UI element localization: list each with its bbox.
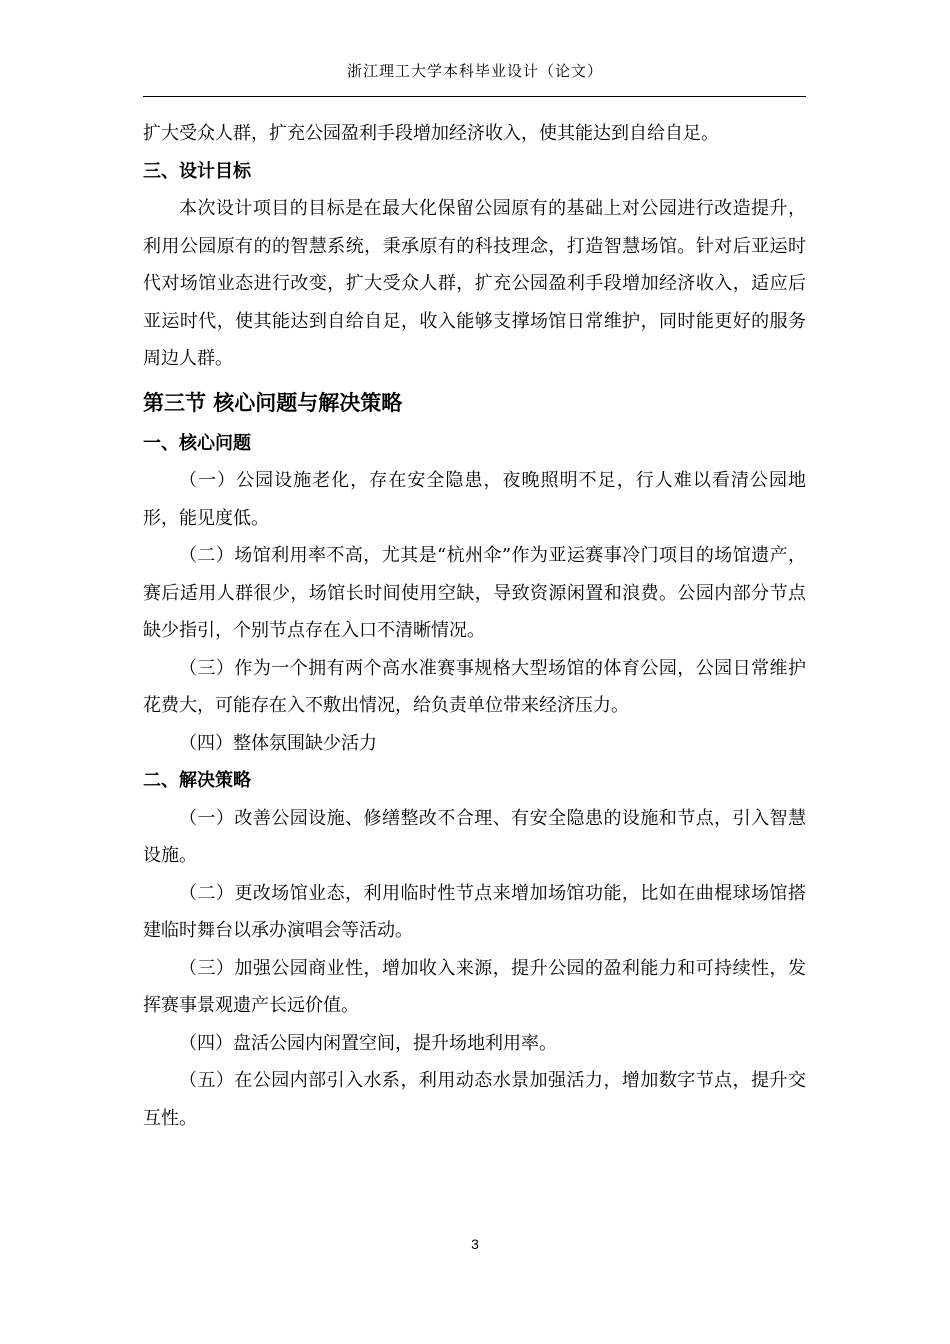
strategy-item: （三）加强公园商业性，增加收入来源，提升公园的盈利能力和可持续性，发挥赛事景观遗产长远价值。 (143, 957, 806, 1016)
core-problem-item: （二）场馆利用率不高，尤其是“杭州伞”作为亚运赛事冷门项目的场馆遗产，赛后适用人群很少，场馆长时间使用空缺，导致资源闲置和浪费。公园内部分节点缺少指引，个别节点存在入口不清晰情况。 (143, 545, 806, 641)
strategy-item: （一）改善公园设施、修缮整改不合理、有安全隐患的设施和节点，引入智慧设施。 (143, 807, 806, 866)
subheading-strategies: 二、解决策略 (143, 770, 251, 791)
paragraph-continuation: 扩大受众人群，扩充公园盈利手段增加经济收入，使其能达到自给自足。 (143, 123, 719, 144)
core-problem-item: （一）公园设施老化，存在安全隐患，夜晚照明不足，行人难以看清公园地形，能见度低。 (143, 470, 806, 529)
running-header: 浙江理工大学本科毕业设计（论文） (346, 62, 603, 80)
document-body (143, 115, 806, 1137)
subheading-design-goal: 三、设计目标 (143, 160, 251, 182)
core-problem-item: （四）整体氛围缺少活力 (179, 732, 377, 754)
strategy-item: （五）在公园内部引入水系，利用动态水景加强活力，增加数字节点，提升交互性。 (143, 1070, 806, 1129)
paragraph-design-goal: 本次设计项目的目标是在最大化保留公园原有的基础上对公园进行改造提升，利用公园原有的的智慧系统，秉承原有的科技理念，打造智慧场馆。针对后亚运时代对场馆业态进行改变，扩大受众人群，扩充公园盈利手段增加经济收入，适应后亚运时代，使其能达到自给自足，收入能够支撑场馆日常维护，同时能更好的服务周边人群。 (143, 198, 806, 369)
section-title: 第三节 核心问题与解决策略 (143, 390, 403, 415)
header-rule (143, 96, 806, 97)
strategy-item: （二）更改场馆业态，利用临时性节点来增加场馆功能，比如在曲棍球场馆搭建临时舞台以承办演唱会等活动。 (143, 882, 806, 941)
core-problem-item: （三）作为一个拥有两个高水准赛事规格大型场馆的体育公园，公园日常维护花费大，可能存在入不敷出情况，给负责单位带来经济压力。 (143, 657, 806, 716)
strategy-item: （四）盘活公园内闲置空间，提升场地利用率。 (179, 1032, 557, 1054)
page-number: 3 (471, 1236, 479, 1252)
subheading-core-problems: 一、核心问题 (143, 432, 251, 454)
